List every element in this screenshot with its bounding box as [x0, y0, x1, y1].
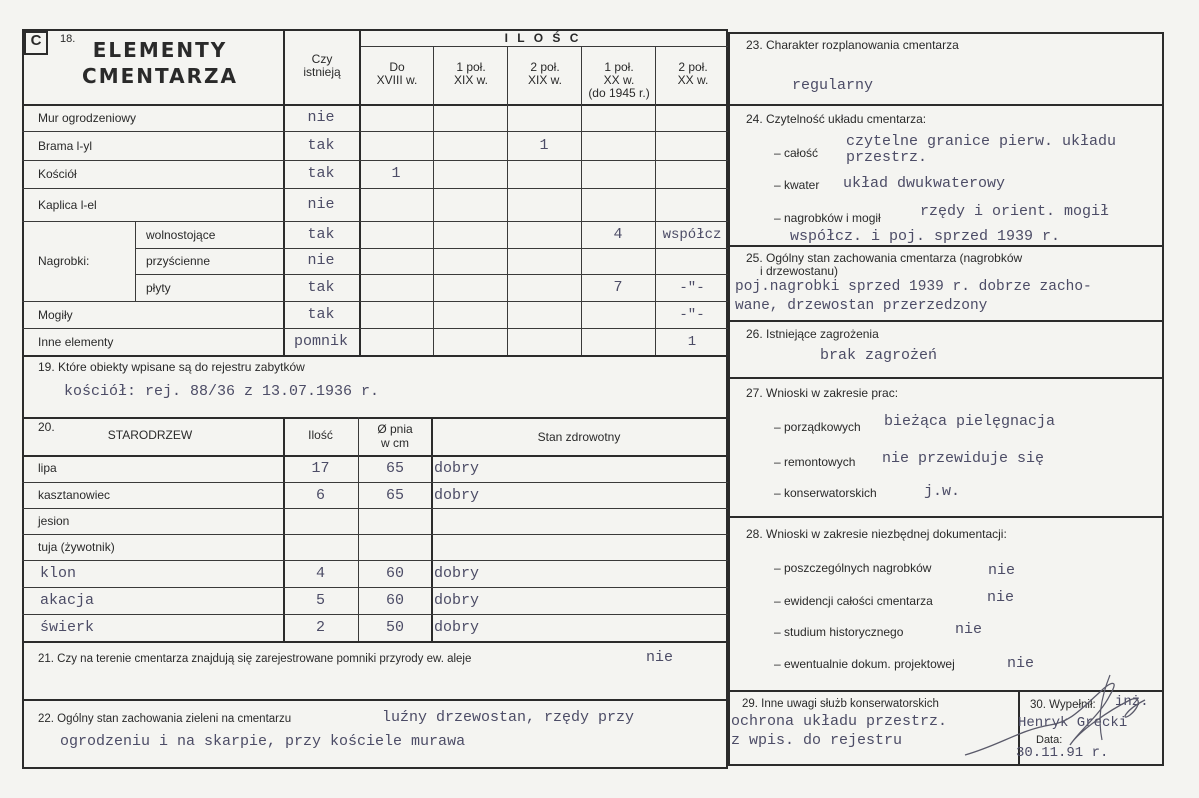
section-18-title-line2: CMENTARZA — [82, 64, 238, 88]
s28-studium-label: – studium historycznego — [774, 625, 904, 639]
period-col-3-header-line0: 1 poł. — [604, 60, 634, 74]
s28-studium-value: nie — [955, 621, 983, 638]
s20-tree-name: świerk — [40, 619, 95, 636]
s18-row-period-value: 1 — [391, 165, 401, 182]
s18-header-bottom-line — [22, 104, 728, 106]
s20-row-line — [22, 482, 728, 483]
s18-row-sublabel: płyty — [146, 281, 171, 295]
s18-row-period-value: 1 — [539, 137, 549, 154]
s18-row-czy-istnieje: tak — [307, 226, 335, 243]
s20-tree-pnia: 65 — [385, 487, 404, 504]
s18-row-label: Brama l-yl — [38, 139, 93, 153]
s19-label: 19. Które obiekty wpisane są do rejestru zabytków — [38, 360, 305, 374]
s18-row-czy-istnieje: nie — [307, 252, 335, 269]
s28-label: 28. Wnioski w zakresie niezbędnej dokumentacji: — [746, 527, 1007, 541]
period-col-3-header-line2: (do 1945 r.) — [588, 86, 650, 100]
s20-tree-name: jesion — [38, 514, 70, 528]
period-col-2-header-line1: XIX w. — [527, 73, 562, 87]
czy-istnieje-header-l1: Czy — [311, 52, 333, 66]
s21-label: 21. Czy na terenie cmentarza znajdują się zarejestrowane pomniki przyrody ew. aleje — [38, 653, 472, 665]
s24-bottom-line — [728, 245, 1164, 247]
s18-row-czy-istnieje: nie — [307, 109, 335, 126]
czy-istnieje-header-l2: istnieją — [303, 65, 341, 79]
s18-row-period-value: 4 — [613, 226, 623, 243]
s20-header-ilosc: Ilość — [308, 428, 333, 442]
s18-row-label: Mogiły — [38, 308, 73, 322]
signature-scribble — [960, 670, 1160, 770]
s18-col-2p19-line — [507, 46, 508, 355]
s27-remontowych-label: – remontowych — [774, 455, 856, 469]
s20-row-line — [22, 587, 728, 588]
s20-tree-stan: dobry — [434, 460, 480, 477]
s20-tree-ilosc: 6 — [315, 487, 325, 504]
s25-label-l1: 25. Ogólny stan zachowania cmentarza (nagrobków — [746, 251, 1023, 265]
s18-row-sublabel: przyścienne — [146, 254, 211, 268]
s18-row-czy-istnieje: pomnik — [293, 333, 348, 350]
s20-tree-ilosc: 4 — [315, 565, 325, 582]
s20-tree-name: tuja (żywotnik) — [38, 540, 115, 554]
s18-row-label: Kościół — [38, 167, 77, 181]
section-letter: C — [30, 32, 42, 49]
s18-row-period-value: -"- — [679, 307, 705, 323]
s27-bottom-line — [728, 516, 1164, 518]
s22-value-line2: ogrodzeniu i na skarpie, przy kościele murawa — [60, 733, 466, 750]
s30-name-l1: inż. — [1115, 694, 1149, 710]
s19-bottom-line — [22, 417, 728, 419]
period-col-4-header-line0: 2 poł. — [678, 60, 708, 74]
s24-label: 24. Czytelność układu cmentarza: — [746, 112, 927, 126]
s20-tree-name: klon — [40, 565, 77, 582]
s30-label: 30. Wypełnił: — [1030, 699, 1096, 711]
s18-row-line — [22, 301, 728, 302]
s24-calosc-value-l1: czytelne granice pierw. układu — [846, 133, 1117, 150]
s18-row-line — [135, 274, 728, 275]
s20-tree-stan: dobry — [434, 592, 480, 609]
s25-value-l1: poj.nagrobki sprzed 1939 r. dobrze zacho- — [735, 279, 1092, 295]
s28-ewidencji-label: – ewidencji całości cmentarza — [774, 594, 933, 608]
s21-bottom-line — [22, 699, 728, 701]
s20-row-line — [22, 534, 728, 535]
s22-label: 22. Ogólny stan zachowania zieleni na cmentarzu — [38, 713, 292, 725]
s29-value-l1: ochrona układu przestrz. — [731, 713, 948, 730]
s20-tree-stan: dobry — [434, 619, 480, 636]
s20-header-pnia-l1: Ø pnia — [377, 422, 413, 436]
s28-nagrobkow-label: – poszczególnych nagrobków — [774, 561, 932, 575]
s27-porzadkowych-value: bieżąca pielęgnacja — [884, 413, 1056, 430]
s18-col-1p19-line — [433, 46, 434, 355]
s27-remontowych-value: nie przewiduje się — [882, 450, 1045, 467]
s20-tree-name: kasztanowiec — [38, 488, 111, 502]
s20-tree-ilosc: 5 — [315, 592, 325, 609]
s26-bottom-line — [728, 377, 1164, 379]
s24-nagrobkow-label: – nagrobków i mogił — [774, 211, 881, 225]
s20-tree-name: lipa — [38, 461, 57, 475]
s20-tree-name: akacja — [40, 592, 95, 609]
s25-value-l2: wane, drzewostan przerzedzony — [735, 298, 988, 314]
s20-tree-ilosc: 2 — [315, 619, 325, 636]
s20-tree-pnia: 50 — [385, 619, 404, 636]
s24-nagrobkow-value-l2: współcz. i poj. sprzed 1939 r. — [790, 228, 1061, 245]
nagrobki-sub-divider — [135, 221, 136, 301]
s18-row-sublabel: wolnostojące — [146, 228, 216, 242]
s18-row-line — [22, 328, 728, 329]
period-col-4-header-line1: XX w. — [677, 73, 709, 87]
s29-label: 29. Inne uwagi służb konserwatorskich — [742, 698, 939, 710]
s28-ewidencji-value: nie — [987, 589, 1015, 606]
s22-value-line1: luźny drzewostan, rzędy przy — [382, 709, 635, 726]
s27-porzadkowych-label: – porządkowych — [774, 420, 861, 434]
s24-kwater-value: układ dwukwaterowy — [843, 175, 1006, 192]
s18-row-period-value: -"- — [679, 280, 705, 296]
s19-value: kościół: rej. 88/36 z 13.07.1936 r. — [64, 383, 380, 400]
s18-row-line — [22, 221, 728, 222]
s18-row-line — [22, 188, 728, 189]
s18-row-czy-istnieje: tak — [307, 306, 335, 323]
s18-row-period-value: współcz — [662, 227, 722, 243]
s29-value-l2: z wpis. do rejestru — [731, 732, 903, 749]
s20-row-line — [22, 614, 728, 615]
section-18-title-line1: ELEMENTY — [92, 38, 228, 62]
period-col-0-header-line1: XVIII w. — [376, 73, 418, 87]
nagrobki-label: Nagrobki: — [38, 254, 90, 268]
s20-bottom-line — [22, 641, 728, 643]
section-18-number: 18. — [60, 33, 76, 45]
s20-tree-pnia: 65 — [385, 460, 404, 477]
s18-row-period-value: 7 — [613, 279, 623, 296]
period-col-0-header-line0: Do — [389, 60, 405, 74]
s20-tree-stan: dobry — [434, 565, 480, 582]
s18-col-do-line — [359, 31, 361, 355]
period-col-1-header-line0: 1 poł. — [456, 60, 486, 74]
period-col-3-header-line1: XX w. — [603, 73, 635, 87]
s18-row-czy-istnieje: nie — [307, 196, 335, 213]
s20-row-line — [22, 508, 728, 509]
ilosc-underline — [360, 46, 728, 47]
s18-row-label: Inne elementy — [38, 335, 114, 349]
s18-row-period-value: 1 — [687, 334, 697, 350]
s20-header-starodrzew: STARODRZEW — [107, 428, 193, 442]
ilosc-header: I L O Ś C — [504, 31, 582, 45]
s30-date-value: 30.11.91 r. — [1016, 745, 1109, 761]
s30-date-label: Data: — [1036, 734, 1063, 746]
s18-row-line — [22, 131, 728, 132]
s21-value: nie — [646, 649, 674, 666]
s18-row-czy-istnieje: tak — [307, 279, 335, 296]
period-col-1-header-line1: XIX w. — [453, 73, 488, 87]
s20-tree-pnia: 60 — [385, 592, 404, 609]
s24-kwater-label: – kwater — [774, 178, 820, 192]
s18-row-czy-istnieje: tak — [307, 165, 335, 182]
s28-projektowej-value: nie — [1007, 655, 1035, 672]
s20-tree-stan: dobry — [434, 487, 480, 504]
s27-label: 27. Wnioski w zakresie prac: — [746, 386, 899, 400]
s24-calosc-value-l2: przestrz. — [846, 149, 928, 166]
s20-number: 20. — [38, 420, 55, 434]
s18-row-czy-istnieje: tak — [307, 137, 335, 154]
s28-nagrobkow-value: nie — [988, 562, 1016, 579]
s24-nagrobkow-value-l1: rzędy i orient. mogił — [920, 203, 1110, 220]
s27-konserwatorskich-label: – konserwatorskich — [774, 486, 877, 500]
s20-header-stan: Stan zdrowotny — [537, 430, 621, 444]
s26-label: 26. Istniejące zagrożenia — [746, 327, 879, 341]
period-col-2-header-line0: 2 poł. — [530, 60, 560, 74]
s18-row-label: Kaplica l-el — [38, 198, 97, 212]
s25-label-l2: i drzewostanu) — [760, 264, 839, 278]
s28-projektowej-label: – ewentualnie dokum. projektowej — [774, 657, 955, 671]
s23-label: 23. Charakter rozplanowania cmentarza — [746, 38, 959, 52]
s20-tree-ilosc: 17 — [311, 460, 330, 477]
s27-konserwatorskich-value: j.w. — [924, 483, 961, 500]
s20-header-bottom-line — [22, 455, 728, 457]
s25-bottom-line — [728, 320, 1164, 322]
s18-row-line — [135, 248, 728, 249]
s18-bottom-line — [22, 355, 728, 357]
s18-row-line — [22, 160, 728, 161]
s30-name-l2: Henryk Grecki — [1018, 715, 1128, 731]
s24-calosc-label: – całość — [774, 146, 819, 160]
s20-tree-pnia: 60 — [385, 565, 404, 582]
s20-header-pnia-l2: w cm — [381, 436, 409, 450]
s18-col-1p20-line — [581, 46, 582, 355]
s23-bottom-line — [728, 104, 1164, 106]
s20-row-line — [22, 560, 728, 561]
s18-row-label: Mur ogrodzeniowy — [38, 111, 137, 125]
s23-value: regularny — [792, 77, 874, 94]
s26-value: brak zagrożeń — [820, 347, 938, 364]
